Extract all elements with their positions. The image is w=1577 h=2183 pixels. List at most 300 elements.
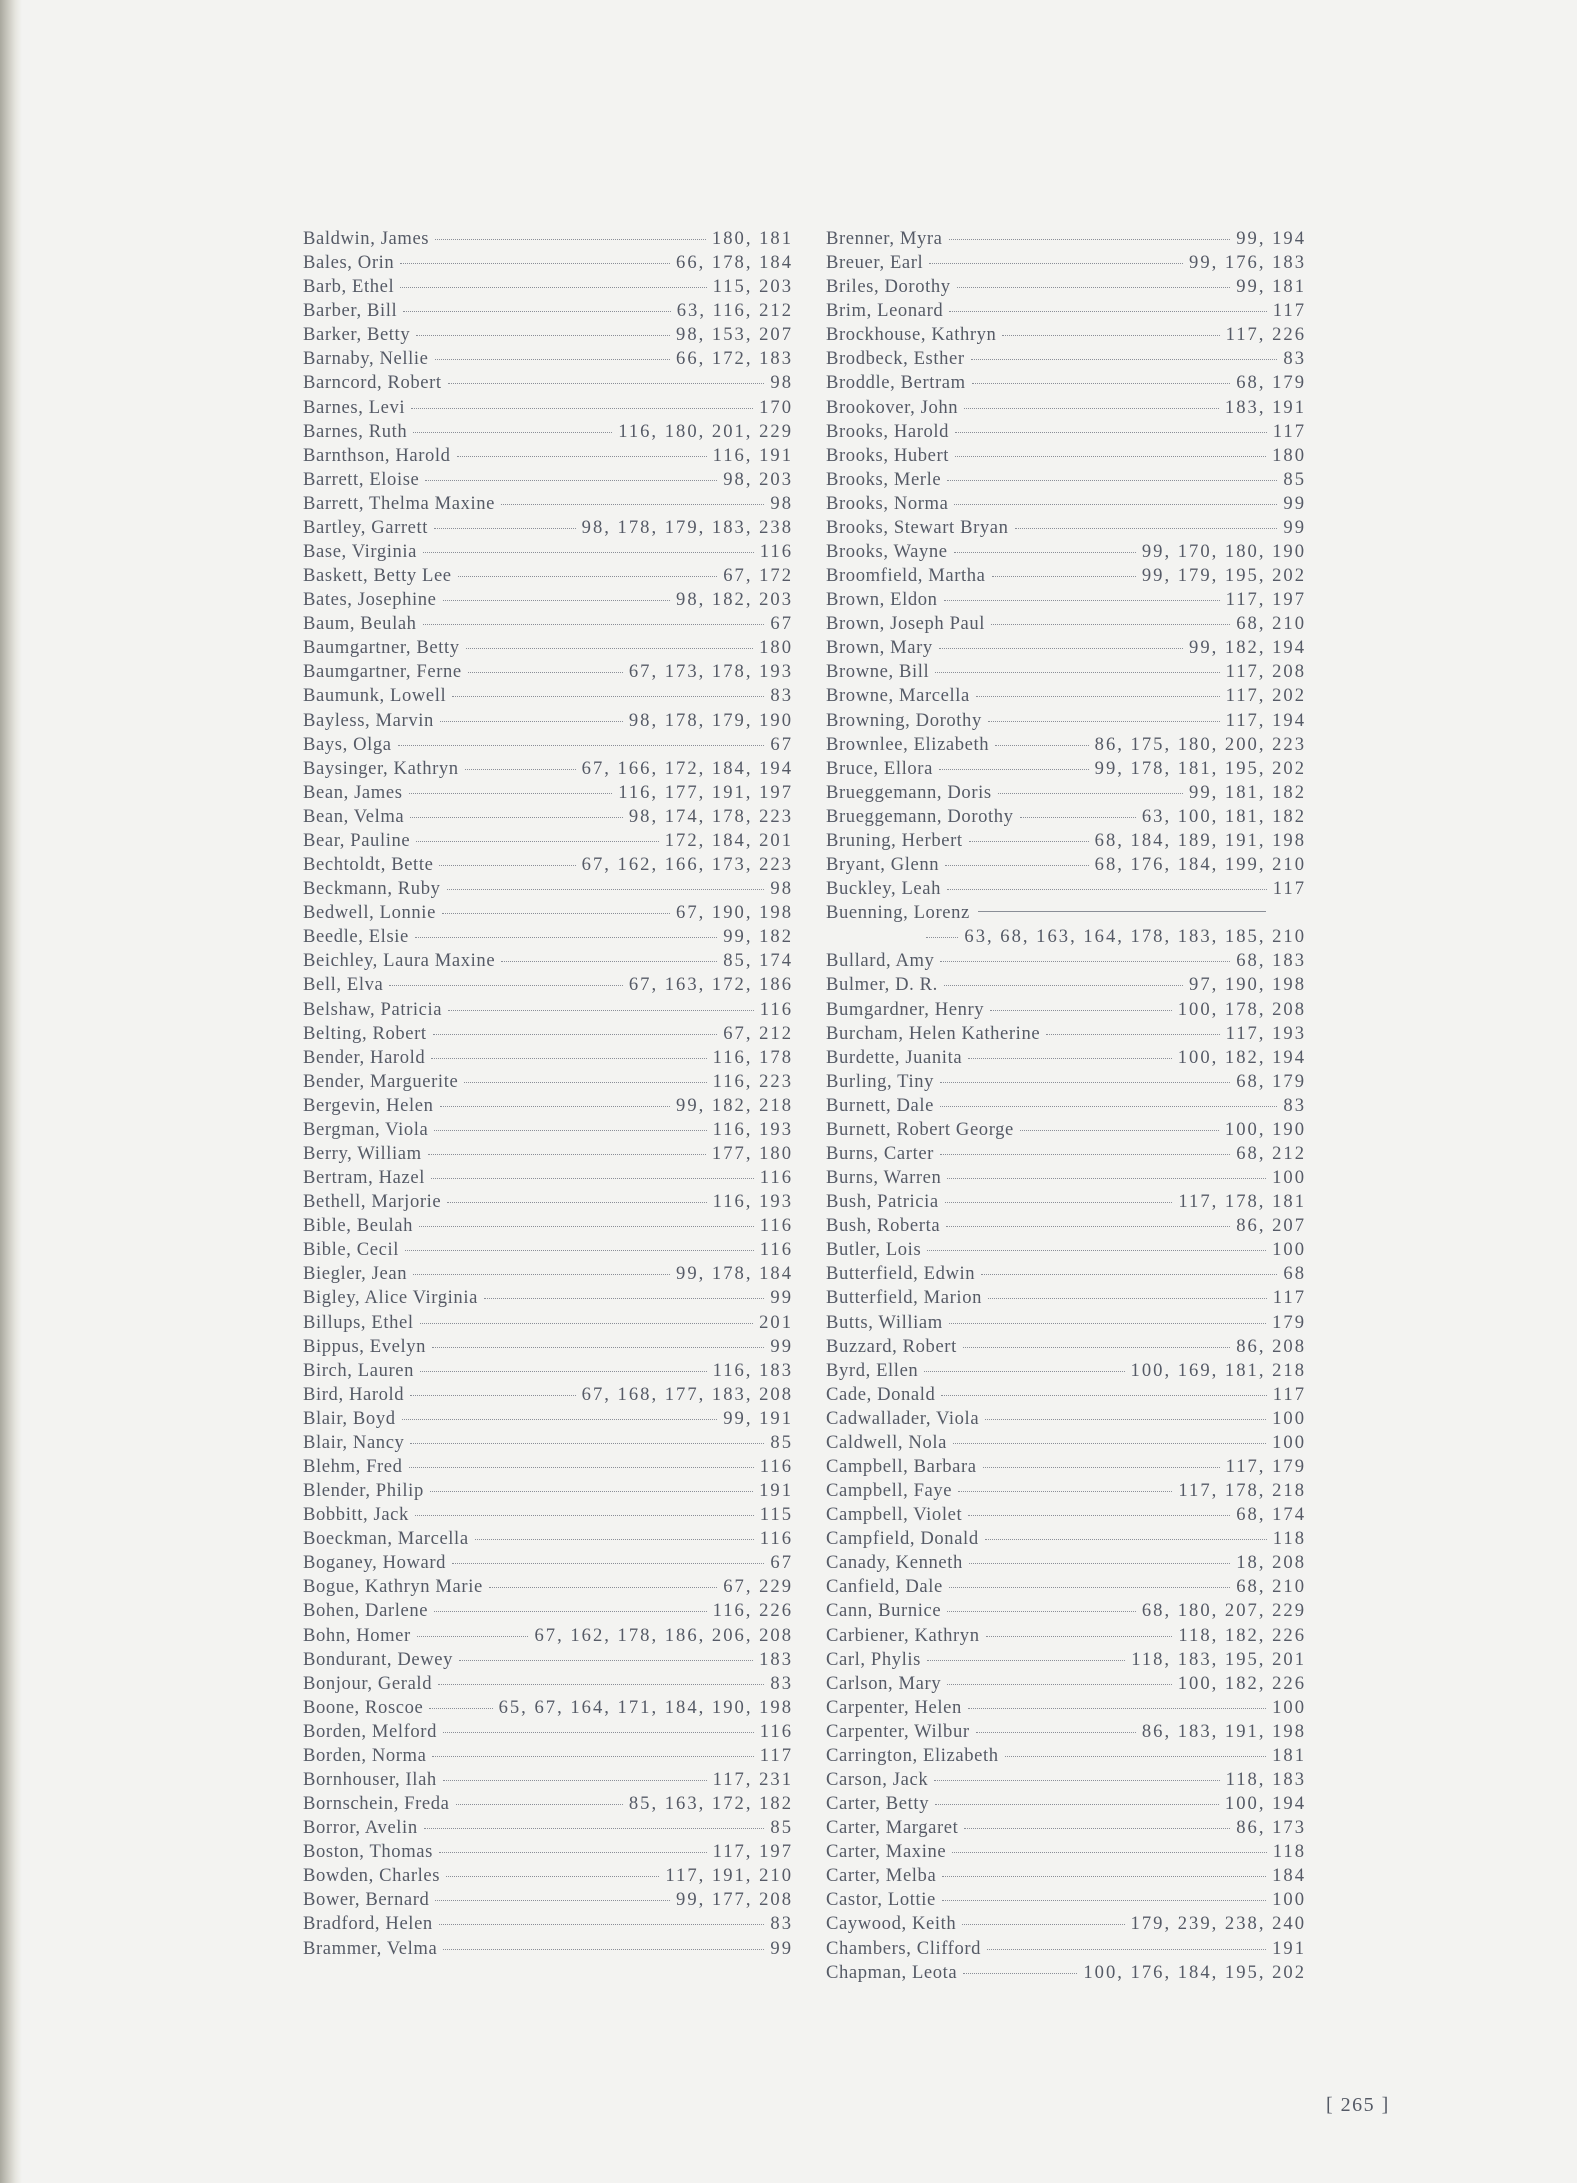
index-entry — [303, 444, 793, 468]
entry-name: Bornhouser, Ilah — [303, 1769, 437, 1790]
dot-leader — [955, 456, 1266, 457]
entry-pages: 86, 183, 191, 198 — [1141, 1720, 1306, 1742]
index-entry — [826, 1335, 1306, 1359]
dot-leader — [456, 1804, 623, 1805]
index-entry — [303, 1311, 793, 1335]
dot-leader — [457, 456, 707, 457]
entry-pages: 116, 193 — [712, 1118, 793, 1140]
entry-name: Carson, Jack — [826, 1769, 929, 1790]
entry-name: Breuer, Earl — [826, 252, 924, 274]
entry-pages: 85 — [1283, 468, 1306, 490]
dot-leader — [978, 911, 1266, 912]
entry-pages: 67 — [770, 613, 793, 635]
entry-name: Carter, Maxine — [826, 1841, 947, 1863]
dot-leader — [443, 1780, 707, 1781]
entry-name: Barker, Betty — [303, 324, 411, 346]
entry-pages: 63, 100, 181, 182 — [1141, 805, 1306, 827]
entry-name: Bobbitt, Jack — [303, 1504, 409, 1526]
entry-name: Bedwell, Lonnie — [303, 902, 436, 924]
dot-leader — [434, 1130, 706, 1131]
index-entry — [826, 1190, 1306, 1214]
index-entry — [826, 1888, 1306, 1912]
entry-name: Baumgartner, Betty — [303, 637, 460, 659]
dot-leader — [953, 1443, 1266, 1444]
dot-leader — [430, 1491, 753, 1492]
dot-leader — [398, 745, 765, 746]
entry-pages: 98, 178, 179, 190 — [628, 709, 793, 731]
dot-leader — [433, 1034, 718, 1035]
dot-leader — [998, 793, 1183, 794]
entry-name: Boston, Thomas — [303, 1841, 433, 1863]
entry-pages: 170 — [759, 396, 793, 418]
entry-pages: 117 — [759, 1744, 793, 1766]
entry-pages: 100 — [1272, 1239, 1306, 1261]
index-entry — [303, 636, 793, 660]
dot-leader — [927, 1660, 1125, 1661]
dot-leader — [987, 1949, 1266, 1950]
entry-pages: 183, 191 — [1224, 396, 1306, 418]
index-entry — [303, 829, 793, 853]
entry-pages: 191 — [759, 1480, 793, 1502]
index-entry — [303, 588, 793, 612]
entry-name: Canady, Kenneth — [826, 1552, 963, 1574]
index-entry — [303, 1455, 793, 1479]
index-entry — [826, 468, 1306, 492]
entry-pages: 99, 182, 194 — [1189, 637, 1306, 659]
entry-name: Bender, Marguerite — [303, 1070, 459, 1092]
entry-name: Buzzard, Robert — [826, 1335, 957, 1357]
entry-name: Burdette, Juanita — [826, 1046, 963, 1068]
dot-leader — [969, 1563, 1230, 1564]
entry-name: Chambers, Clifford — [826, 1937, 982, 1959]
entry-pages: 117, 191, 210 — [665, 1865, 793, 1887]
entry-pages: 83 — [770, 685, 793, 707]
index-entry — [303, 684, 793, 708]
entry-pages: 67, 162, 178, 186, 206, 208 — [534, 1624, 793, 1646]
dot-leader — [957, 287, 1231, 288]
index-entry — [303, 227, 793, 251]
index-entry — [303, 660, 793, 684]
entry-name: Bryant, Glenn — [826, 854, 940, 876]
dot-leader — [415, 1515, 754, 1516]
entry-name: Boganey, Howard — [303, 1552, 447, 1574]
index-entry — [303, 781, 793, 805]
index-entry — [303, 1022, 793, 1046]
entry-name: Brueggemann, Dorothy — [826, 805, 1014, 827]
index-entry — [303, 1551, 793, 1575]
entry-pages: 68, 184, 189, 191, 198 — [1094, 829, 1306, 851]
dot-leader — [501, 961, 717, 962]
entry-name: Boeckman, Marcella — [303, 1528, 469, 1550]
index-entry — [303, 492, 793, 516]
dot-leader — [424, 1828, 765, 1829]
index-entry — [303, 949, 793, 973]
index-entry — [303, 1335, 793, 1359]
entry-name: Caldwell, Nola — [826, 1431, 947, 1453]
dot-leader — [447, 1202, 706, 1203]
entry-pages: 99, 170, 180, 190 — [1141, 541, 1306, 563]
index-entry — [826, 949, 1306, 973]
entry-pages: 83 — [770, 1913, 793, 1935]
entry-name: Brenner, Myra — [826, 228, 943, 249]
index-entry — [303, 901, 793, 925]
entry-pages: 99, 179, 195, 202 — [1141, 565, 1306, 587]
entry-pages: 68, 183 — [1236, 950, 1306, 972]
index-entry — [303, 1142, 793, 1166]
index-entry — [826, 1744, 1306, 1768]
index-entry — [826, 1238, 1306, 1262]
dot-leader — [968, 1708, 1266, 1709]
entry-name: Brodbeck, Esther — [826, 348, 965, 370]
entry-name: Bertram, Hazel — [303, 1167, 425, 1189]
index-entry — [826, 1286, 1306, 1310]
entry-pages: 172, 184, 201 — [664, 829, 793, 851]
entry-name: Chapman, Leota — [826, 1961, 958, 1983]
entry-pages: 117, 197 — [1225, 589, 1306, 611]
entry-pages: 86, 175, 180, 200, 223 — [1094, 733, 1306, 755]
entry-name: Biegler, Jean — [303, 1263, 408, 1285]
entry-pages: 180, 181 — [711, 228, 793, 249]
index-entry — [826, 805, 1306, 829]
index-entry — [826, 1022, 1306, 1046]
index-entry — [303, 805, 793, 829]
index-entry — [303, 1696, 793, 1720]
index-entry — [303, 1888, 793, 1912]
entry-name: Carl, Phylis — [826, 1648, 922, 1670]
entry-name: Bohn, Homer — [303, 1624, 411, 1646]
index-entry — [303, 709, 793, 733]
index-entry — [826, 347, 1306, 371]
entry-pages: 85, 174 — [723, 950, 793, 972]
entry-pages: 100, 182, 226 — [1177, 1672, 1306, 1694]
dot-leader — [443, 1949, 764, 1950]
entry-pages: 67, 229 — [723, 1576, 793, 1598]
entry-pages: 100, 178, 208 — [1177, 998, 1306, 1020]
index-entry — [303, 1214, 793, 1238]
index-entry — [826, 829, 1306, 853]
entry-pages: 116 — [759, 1528, 793, 1550]
index-entry — [303, 1286, 793, 1310]
index-entry — [826, 564, 1306, 588]
dot-leader — [927, 1250, 1266, 1251]
dot-leader — [423, 624, 765, 625]
entry-pages: 68, 212 — [1236, 1142, 1306, 1164]
dot-leader — [952, 1852, 1267, 1853]
entry-pages: 99 — [770, 1937, 793, 1959]
dot-leader — [452, 1563, 764, 1564]
index-entry — [826, 1503, 1306, 1527]
entry-pages: 86, 208 — [1236, 1335, 1306, 1357]
entry-pages: 116, 183 — [712, 1359, 793, 1381]
index-entry — [303, 1599, 793, 1623]
dot-leader — [1046, 1034, 1219, 1035]
dot-leader — [440, 721, 623, 722]
entry-name: Buenning, Lorenz — [826, 902, 970, 924]
entry-name: Burcham, Helen Katherine — [826, 1022, 1041, 1044]
entry-name: Belshaw, Patricia — [303, 998, 443, 1020]
entry-pages: 63, 68, 163, 164, 178, 183, 185, 210 — [964, 926, 1306, 948]
entry-pages: 100 — [1272, 1407, 1306, 1429]
entry-pages: 116 — [759, 998, 793, 1020]
dot-leader — [972, 383, 1230, 384]
index-entry — [303, 1937, 793, 1961]
index-entry — [303, 1527, 793, 1551]
dot-leader — [939, 769, 1089, 770]
entry-name: Brownlee, Elizabeth — [826, 733, 990, 755]
entry-pages: 98, 182, 203 — [676, 589, 793, 611]
entry-pages: 99 — [1283, 492, 1306, 514]
entry-pages: 67 — [770, 733, 793, 755]
entry-pages: 99, 194 — [1236, 228, 1306, 249]
entry-pages: 98 — [770, 372, 793, 394]
entry-name: Baysinger, Kathryn — [303, 757, 459, 779]
entry-pages: 179 — [1272, 1311, 1306, 1333]
entry-pages: 68, 180, 207, 229 — [1141, 1600, 1306, 1622]
dot-leader — [405, 1250, 754, 1251]
index-entry — [826, 1599, 1306, 1623]
dot-leader — [1002, 335, 1219, 336]
entry-pages: 83 — [1283, 348, 1306, 370]
entry-name: Bullard, Amy — [826, 950, 935, 972]
dot-leader — [963, 1973, 1077, 1974]
dot-leader — [448, 1010, 754, 1011]
dot-leader — [940, 961, 1230, 962]
index-entry — [826, 853, 1306, 877]
dot-leader — [945, 1202, 1173, 1203]
index-entry — [303, 1503, 793, 1527]
index-entry — [826, 901, 1306, 925]
entry-pages: 67, 190, 198 — [676, 902, 793, 924]
entry-name: Campbell, Barbara — [826, 1455, 977, 1477]
entry-name: Bender, Harold — [303, 1046, 426, 1068]
index-entry — [826, 1262, 1306, 1286]
index-entry — [303, 420, 793, 444]
index-entry — [826, 1961, 1306, 1985]
entry-name: Blair, Boyd — [303, 1407, 396, 1429]
dot-leader — [940, 1154, 1230, 1155]
dot-leader — [954, 552, 1136, 553]
entry-pages: 100 — [1272, 1889, 1306, 1911]
entry-name: Bergevin, Helen — [303, 1094, 434, 1116]
entry-pages: 66, 178, 184 — [676, 252, 793, 274]
index-column-right — [826, 227, 1306, 1985]
dot-leader — [415, 937, 717, 938]
index-entry — [303, 1672, 793, 1696]
entry-name: Blehm, Fred — [303, 1455, 403, 1477]
dot-leader — [475, 1539, 754, 1540]
index-entry — [303, 1575, 793, 1599]
entry-pages: 117 — [1272, 420, 1306, 442]
entry-name: Barnes, Ruth — [303, 420, 408, 442]
index-entry — [303, 1383, 793, 1407]
dot-leader — [438, 1684, 764, 1685]
dot-leader — [409, 1467, 754, 1468]
index-entry — [826, 684, 1306, 708]
dot-leader — [434, 1611, 707, 1612]
index-entry — [303, 1431, 793, 1455]
entry-name: Cadwallader, Viola — [826, 1407, 980, 1429]
entry-pages: 67, 163, 172, 186 — [628, 974, 793, 996]
entry-name: Billups, Ethel — [303, 1311, 414, 1333]
index-entry — [303, 1407, 793, 1431]
dot-leader — [962, 1924, 1124, 1925]
dot-leader — [452, 696, 764, 697]
entry-name: Baldwin, James — [303, 228, 430, 249]
entry-name: Bible, Beulah — [303, 1215, 414, 1237]
entry-pages: 181 — [1272, 1744, 1306, 1766]
index-entry — [826, 973, 1306, 997]
entry-pages: 68, 174 — [1236, 1504, 1306, 1526]
dot-leader — [939, 648, 1183, 649]
entry-name: Barrett, Thelma Maxine — [303, 492, 496, 514]
entry-name: Barnaby, Nellie — [303, 348, 429, 370]
entry-pages: 118 — [1272, 1528, 1306, 1550]
entry-name: Borror, Avelin — [303, 1817, 418, 1839]
dot-leader — [419, 1226, 754, 1227]
entry-pages: 85 — [770, 1817, 793, 1839]
dot-leader — [940, 1082, 1230, 1083]
index-entry — [826, 781, 1306, 805]
index-entry — [826, 1383, 1306, 1407]
dot-leader — [947, 1178, 1266, 1179]
entry-name: Brooks, Hubert — [826, 444, 950, 466]
entry-pages: 98, 203 — [723, 468, 793, 490]
dot-leader — [964, 1828, 1230, 1829]
dot-leader — [981, 1274, 1277, 1275]
index-entry — [826, 1937, 1306, 1961]
entry-name: Bippus, Evelyn — [303, 1335, 427, 1357]
entry-pages: 116, 226 — [712, 1600, 793, 1622]
dot-leader — [446, 1876, 659, 1877]
dot-leader — [439, 865, 575, 866]
entry-name: Carbiener, Kathryn — [826, 1624, 980, 1646]
dot-leader — [420, 1371, 707, 1372]
dot-leader — [946, 1226, 1230, 1227]
entry-name: Bonjour, Gerald — [303, 1672, 433, 1694]
dot-leader — [459, 1660, 753, 1661]
entry-pages: 67, 168, 177, 183, 208 — [581, 1383, 793, 1405]
entry-name: Barber, Bill — [303, 300, 398, 322]
entry-pages: 115, 203 — [712, 276, 793, 298]
entry-name: Beedle, Elsie — [303, 926, 409, 948]
index-entry — [303, 1648, 793, 1672]
entry-pages: 68 — [1283, 1263, 1306, 1285]
index-entry — [826, 396, 1306, 420]
entry-name: Cade, Donald — [826, 1383, 936, 1405]
dot-leader — [924, 1371, 1124, 1372]
entry-pages: 86, 173 — [1236, 1817, 1306, 1839]
dot-leader — [413, 1274, 670, 1275]
entry-pages: 117 — [1272, 878, 1306, 900]
entry-pages: 115 — [759, 1504, 793, 1526]
index-entry — [303, 998, 793, 1022]
index-entry — [826, 1094, 1306, 1118]
index-entry — [826, 516, 1306, 540]
dot-leader — [1005, 1756, 1266, 1757]
entry-pages: 117, 208 — [1225, 661, 1306, 683]
entry-pages: 98 — [770, 492, 793, 514]
index-entry — [826, 877, 1306, 901]
entry-pages: 68, 176, 184, 199, 210 — [1094, 854, 1306, 876]
entry-pages: 201 — [759, 1311, 793, 1333]
entry-pages: 97, 190, 198 — [1189, 974, 1306, 996]
page-number: [ 265 ] — [1326, 2094, 1390, 2116]
entry-pages: 67, 172 — [723, 565, 793, 587]
dot-leader — [988, 721, 1220, 722]
entry-pages: 118, 183, 195, 201 — [1131, 1648, 1306, 1670]
dot-leader — [435, 1900, 670, 1901]
entry-name: Bradford, Helen — [303, 1913, 433, 1935]
entry-name: Bell, Elva — [303, 974, 384, 996]
dot-leader — [934, 1780, 1219, 1781]
book-binding-edge — [0, 0, 22, 2183]
entry-pages: 98 — [770, 878, 793, 900]
index-entry — [826, 660, 1306, 684]
dot-leader — [389, 985, 622, 986]
entry-name: Brookover, John — [826, 396, 959, 418]
index-entry — [303, 1359, 793, 1383]
index-entry — [826, 1672, 1306, 1696]
dot-leader — [400, 287, 706, 288]
entry-pages: 117, 231 — [712, 1769, 793, 1790]
dot-leader — [431, 1058, 706, 1059]
index-entry — [826, 757, 1306, 781]
index-entry — [826, 1431, 1306, 1455]
entry-pages: 116 — [759, 1215, 793, 1237]
entry-name: Bible, Cecil — [303, 1239, 400, 1261]
index-entry — [303, 877, 793, 901]
entry-pages: 116 — [759, 1239, 793, 1261]
entry-pages: 100, 190 — [1224, 1118, 1306, 1140]
entry-pages: 117, 226 — [1225, 324, 1306, 346]
entry-name: Burling, Tiny — [826, 1070, 935, 1092]
index-entry — [826, 1648, 1306, 1672]
entry-pages: 180 — [1272, 444, 1306, 466]
entry-name: Broomfield, Martha — [826, 565, 986, 587]
entry-name: Barnes, Levi — [303, 396, 406, 418]
index-entry — [826, 588, 1306, 612]
entry-name: Broddle, Bertram — [826, 372, 966, 394]
dot-leader — [465, 769, 576, 770]
index-entry — [303, 371, 793, 395]
index-entry — [826, 1768, 1306, 1792]
entry-name: Baum, Beulah — [303, 613, 417, 635]
index-entry — [303, 612, 793, 636]
dot-leader — [985, 1539, 1267, 1540]
entry-name: Blender, Philip — [303, 1480, 424, 1502]
entry-name: Browning, Dorothy — [826, 709, 982, 731]
entry-name: Bates, Josephine — [303, 589, 437, 611]
entry-pages: 99, 178, 184 — [676, 1263, 793, 1285]
entry-name: Castor, Lottie — [826, 1889, 936, 1911]
dot-leader — [968, 1515, 1230, 1516]
entry-name: Bergman, Viola — [303, 1118, 429, 1140]
entry-name: Bird, Harold — [303, 1383, 405, 1405]
entry-name: Beichley, Laura Maxine — [303, 950, 496, 972]
entry-name: Bean, James — [303, 781, 403, 803]
entry-pages: 99, 176, 183 — [1189, 252, 1306, 274]
entry-name: Brooks, Wayne — [826, 541, 948, 563]
entry-name: Bulmer, D. R. — [826, 974, 938, 996]
dot-leader — [947, 480, 1277, 481]
entry-name: Burns, Carter — [826, 1142, 934, 1164]
entry-pages: 177, 180 — [711, 1142, 793, 1164]
index-entry — [303, 1046, 793, 1070]
index-entry — [303, 347, 793, 371]
dot-leader — [971, 359, 1278, 360]
entry-pages: 179, 239, 238, 240 — [1130, 1913, 1306, 1935]
index-entry — [826, 1912, 1306, 1936]
